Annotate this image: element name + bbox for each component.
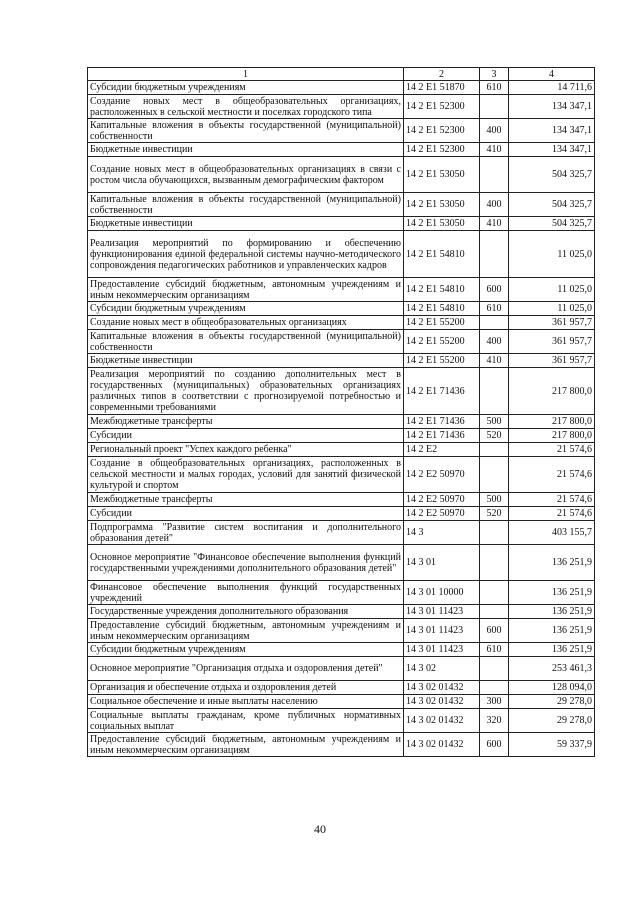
row-name-cell: Субсидии бюджетным учреждениям xyxy=(88,81,404,95)
table-row xyxy=(88,619,595,643)
row-name-cell: Социальные выплаты гражданам, кроме публичных нормативных социальных выплат xyxy=(88,709,404,733)
row-type-cell xyxy=(480,521,509,545)
row-sum-cell: 136 251,9 xyxy=(509,619,595,643)
row-type-cell: 610 xyxy=(480,81,509,95)
row-sum-cell: 217 800,0 xyxy=(509,415,595,429)
table-row xyxy=(88,733,595,757)
row-code-cell: 14 3 02 01432 xyxy=(404,709,480,733)
row-name-cell: Создание новых мест в общеобразовательных организациях xyxy=(88,316,404,330)
row-sum-cell: 21 574,6 xyxy=(509,493,595,507)
row-code-cell: 14 2 E1 54810 xyxy=(404,231,480,278)
row-code-cell: 14 3 xyxy=(404,521,480,545)
row-name-cell: Бюджетные инвестиции xyxy=(88,354,404,368)
row-type-cell: 400 xyxy=(480,193,509,217)
row-code-cell: 14 2 E1 54810 xyxy=(404,278,480,302)
table-row xyxy=(88,193,595,217)
row-sum-cell: 29 278,0 xyxy=(509,695,595,709)
row-type-cell xyxy=(480,316,509,330)
row-type-cell xyxy=(480,657,509,681)
table-row xyxy=(88,143,595,157)
table-row xyxy=(88,443,595,457)
row-sum-cell: 136 251,9 xyxy=(509,605,595,619)
row-sum-cell: 21 574,6 xyxy=(509,457,595,493)
row-name-cell: Субсидии xyxy=(88,507,404,521)
row-type-cell: 500 xyxy=(480,415,509,429)
table-row xyxy=(88,545,595,581)
row-name-cell: Капитальные вложения в объекты государственной (муниципальной) собственности xyxy=(88,119,404,143)
row-code-cell: 14 2 E1 53050 xyxy=(404,157,480,193)
row-name-cell: Создание в общеобразовательных организациях, расположенных в сельской местности и малых городах, условий для занятий физической культурой и спортом xyxy=(88,457,404,493)
row-type-cell xyxy=(480,157,509,193)
table-row xyxy=(88,581,595,605)
page-number: 40 xyxy=(314,822,326,836)
table-row xyxy=(88,330,595,354)
row-type-cell: 610 xyxy=(480,302,509,316)
table-row xyxy=(88,157,595,193)
row-sum-cell: 136 251,9 xyxy=(509,643,595,657)
row-code-cell: 14 3 01 10000 xyxy=(404,581,480,605)
row-code-cell: 14 2 E1 52300 xyxy=(404,95,480,119)
row-code-cell: 14 3 02 01432 xyxy=(404,681,480,695)
table-row xyxy=(88,95,595,119)
row-name-cell: Предоставление субсидий бюджетным, автономным учреждениям и иным некоммерческим организациям xyxy=(88,278,404,302)
row-type-cell: 520 xyxy=(480,507,509,521)
row-type-cell xyxy=(480,95,509,119)
row-sum-cell: 11 025,0 xyxy=(509,278,595,302)
row-name-cell: Межбюджетные трансферты xyxy=(88,493,404,507)
row-type-cell xyxy=(480,457,509,493)
row-type-cell xyxy=(480,231,509,278)
row-code-cell: 14 2 E1 53050 xyxy=(404,193,480,217)
row-type-cell: 410 xyxy=(480,143,509,157)
row-type-cell: 410 xyxy=(480,354,509,368)
row-code-cell: 14 3 01 11423 xyxy=(404,605,480,619)
row-name-cell: Создание новых мест в общеобразовательных организациях, расположенных в сельской местности и поселках городского типа xyxy=(88,95,404,119)
row-name-cell: Создание новых мест в общеобразовательных организациях в связи с ростом числа обучающихся, вызванным демографическим фактором xyxy=(88,157,404,193)
table-header-row xyxy=(88,68,595,81)
row-name-cell: Основное мероприятие "Финансовое обеспечение выполнения функций государственными учреждениями дополнительного образования детей" xyxy=(88,545,404,581)
row-type-cell xyxy=(480,368,509,415)
row-name-cell: Реализация мероприятий по созданию дополнительных мест в государственных (муниципальных) образовательных организациях различных типов в соответствии с прогнозируемой потребностью и современными требованиями xyxy=(88,368,404,415)
row-type-cell xyxy=(480,443,509,457)
header-col-sum: 4 xyxy=(509,68,595,81)
table-row xyxy=(88,354,595,368)
table-row xyxy=(88,605,595,619)
row-sum-cell: 11 025,0 xyxy=(509,231,595,278)
table-row xyxy=(88,681,595,695)
row-name-cell: Бюджетные инвестиции xyxy=(88,217,404,231)
row-code-cell: 14 2 E2 50970 xyxy=(404,493,480,507)
table-body xyxy=(88,81,595,757)
row-sum-cell: 361 957,7 xyxy=(509,354,595,368)
row-sum-cell: 403 155,7 xyxy=(509,521,595,545)
row-name-cell: Бюджетные инвестиции xyxy=(88,143,404,157)
row-sum-cell: 59 337,9 xyxy=(509,733,595,757)
row-type-cell xyxy=(480,681,509,695)
row-code-cell: 14 2 E1 51870 xyxy=(404,81,480,95)
row-name-cell: Капитальные вложения в объекты государственной (муниципальной) собственности xyxy=(88,330,404,354)
row-sum-cell: 29 278,0 xyxy=(509,709,595,733)
row-type-cell: 500 xyxy=(480,493,509,507)
row-name-cell: Предоставление субсидий бюджетным, автономным учреждениям и иным некоммерческим организациям xyxy=(88,733,404,757)
table-row xyxy=(88,521,595,545)
row-name-cell: Субсидии xyxy=(88,429,404,443)
row-sum-cell: 253 461,3 xyxy=(509,657,595,681)
table-row xyxy=(88,643,595,657)
table-row xyxy=(88,493,595,507)
row-sum-cell: 504 325,7 xyxy=(509,157,595,193)
row-sum-cell: 134 347,1 xyxy=(509,119,595,143)
row-type-cell: 600 xyxy=(480,733,509,757)
header-col-type: 3 xyxy=(480,68,509,81)
row-code-cell: 14 2 E1 55200 xyxy=(404,354,480,368)
row-type-cell: 410 xyxy=(480,217,509,231)
row-name-cell: Подпрограмма "Развитие систем воспитания и дополнительного образования детей" xyxy=(88,521,404,545)
row-code-cell: 14 2 E2 50970 xyxy=(404,507,480,521)
table-row xyxy=(88,695,595,709)
row-sum-cell: 14 711,6 xyxy=(509,81,595,95)
row-type-cell: 600 xyxy=(480,278,509,302)
row-type-cell: 520 xyxy=(480,429,509,443)
row-sum-cell: 134 347,1 xyxy=(509,143,595,157)
row-type-cell: 320 xyxy=(480,709,509,733)
row-name-cell: Региональный проект "Успех каждого ребенка" xyxy=(88,443,404,457)
row-sum-cell: 361 957,7 xyxy=(509,330,595,354)
table-row xyxy=(88,507,595,521)
row-name-cell: Организация и обеспечение отдыха и оздоровления детей xyxy=(88,681,404,695)
row-code-cell: 14 3 01 11423 xyxy=(404,643,480,657)
row-name-cell: Субсидии бюджетным учреждениям xyxy=(88,643,404,657)
row-code-cell: 14 3 02 01432 xyxy=(404,733,480,757)
table-row xyxy=(88,81,595,95)
row-code-cell: 14 2 E1 53050 xyxy=(404,217,480,231)
row-code-cell: 14 2 E2 50970 xyxy=(404,457,480,493)
table-row xyxy=(88,302,595,316)
row-name-cell: Межбюджетные трансферты xyxy=(88,415,404,429)
table-row xyxy=(88,119,595,143)
row-type-cell xyxy=(480,581,509,605)
row-sum-cell: 217 800,0 xyxy=(509,368,595,415)
row-code-cell: 14 2 E1 71436 xyxy=(404,415,480,429)
table-row xyxy=(88,457,595,493)
row-code-cell: 14 3 01 xyxy=(404,545,480,581)
header-col-code: 2 xyxy=(404,68,480,81)
row-type-cell: 400 xyxy=(480,330,509,354)
row-code-cell: 14 3 02 01432 xyxy=(404,695,480,709)
row-sum-cell: 11 025,0 xyxy=(509,302,595,316)
table-row xyxy=(88,368,595,415)
row-type-cell xyxy=(480,605,509,619)
row-sum-cell: 504 325,7 xyxy=(509,217,595,231)
row-name-cell: Государственные учреждения дополнительного образования xyxy=(88,605,404,619)
row-name-cell: Капитальные вложения в объекты государственной (муниципальной) собственности xyxy=(88,193,404,217)
table-row xyxy=(88,657,595,681)
row-code-cell: 14 2 E1 55200 xyxy=(404,330,480,354)
row-sum-cell: 217 800,0 xyxy=(509,429,595,443)
row-code-cell: 14 2 E2 xyxy=(404,443,480,457)
row-name-cell: Субсидии бюджетным учреждениям xyxy=(88,302,404,316)
table-row xyxy=(88,415,595,429)
row-sum-cell: 136 251,9 xyxy=(509,581,595,605)
row-type-cell: 600 xyxy=(480,619,509,643)
row-type-cell: 610 xyxy=(480,643,509,657)
row-name-cell: Финансовое обеспечение выполнения функций государственных учреждений xyxy=(88,581,404,605)
table-row xyxy=(88,278,595,302)
row-name-cell: Реализация мероприятий по формированию и обеспечению функционирования единой федеральной системы научно-методического сопровождения педагогических работников и управленческих кадров xyxy=(88,231,404,278)
table-row xyxy=(88,316,595,330)
row-sum-cell: 128 094,0 xyxy=(509,681,595,695)
row-name-cell: Основное мероприятие "Организация отдыха и оздоровления детей" xyxy=(88,657,404,681)
row-sum-cell: 21 574,6 xyxy=(509,507,595,521)
row-name-cell: Предоставление субсидий бюджетным, автономным учреждениям и иным некоммерческим организациям xyxy=(88,619,404,643)
row-sum-cell: 361 957,7 xyxy=(509,316,595,330)
table-row xyxy=(88,709,595,733)
row-name-cell: Социальное обеспечение и иные выплаты населению xyxy=(88,695,404,709)
table-row xyxy=(88,429,595,443)
row-code-cell: 14 2 E1 52300 xyxy=(404,143,480,157)
table-row xyxy=(88,217,595,231)
row-code-cell: 14 2 E1 52300 xyxy=(404,119,480,143)
budget-table xyxy=(87,67,595,757)
row-code-cell: 14 3 02 xyxy=(404,657,480,681)
row-code-cell: 14 2 E1 55200 xyxy=(404,316,480,330)
row-type-cell: 400 xyxy=(480,119,509,143)
row-code-cell: 14 2 E1 71436 xyxy=(404,368,480,415)
row-sum-cell: 21 574,6 xyxy=(509,443,595,457)
row-code-cell: 14 3 01 11423 xyxy=(404,619,480,643)
row-code-cell: 14 2 E1 54810 xyxy=(404,302,480,316)
row-sum-cell: 134 347,1 xyxy=(509,95,595,119)
row-type-cell xyxy=(480,545,509,581)
table-row xyxy=(88,231,595,278)
header-col-name: 1 xyxy=(88,68,404,81)
row-sum-cell: 136 251,9 xyxy=(509,545,595,581)
row-type-cell: 300 xyxy=(480,695,509,709)
row-code-cell: 14 2 E1 71436 xyxy=(404,429,480,443)
row-sum-cell: 504 325,7 xyxy=(509,193,595,217)
